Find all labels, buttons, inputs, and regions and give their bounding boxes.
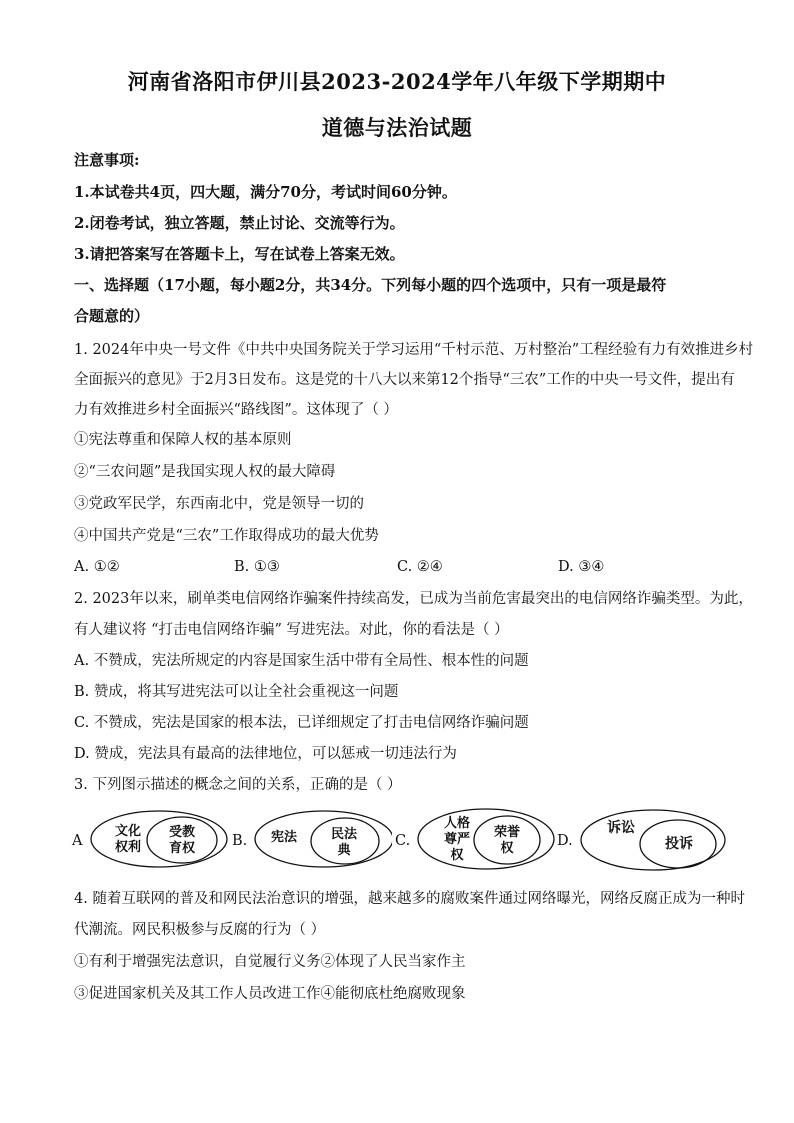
venn-diagram — [557, 808, 737, 874]
figure-label: A — [72, 833, 83, 849]
q1-item: ②“三农问题”是我国实现人权的最大障碍 — [74, 464, 336, 480]
q4-stem: 4. 随着互联网的普及和网民法治意识的增强，越来越多的腐败案件通过网络曝光，网络反腐正成为一种时 — [74, 891, 745, 907]
figure-d — [557, 808, 737, 870]
figure-a — [72, 808, 232, 870]
exam-title: 河南省洛阳市伊川县2023-2024学年八年级下学期期中 — [127, 69, 667, 94]
q2-option-a: A. 不赞成，宪法所规定的内容是国家生活中带有全局性、根本性的问题 — [74, 653, 529, 669]
q3-stem: 3. 下列图示描述的概念之间的关系，正确的是（ ） — [74, 777, 402, 793]
q1-option-a: A. ①② — [74, 559, 120, 575]
q1-option-c: C. ②④ — [397, 559, 443, 575]
q4-stem: 代潮流。网民积极参与反腐的行为（ ） — [74, 922, 326, 938]
outer-concept: 人格 尊严 权 — [443, 816, 470, 863]
q1-option-b: B. ①③ — [234, 559, 280, 575]
q1-item: ③党政军民学，东西南北中，党是领导一切的 — [74, 496, 364, 512]
exam-subtitle: 道德与法治试题 — [321, 115, 473, 140]
notice-heading: 注意事项: — [74, 151, 140, 169]
outer-concept: 诉讼 — [607, 820, 635, 836]
outer-concept: 文化 权利 — [114, 824, 141, 855]
figure-label: B. — [232, 833, 248, 849]
venn-diagram — [232, 808, 392, 870]
q2-option-b: B. 赞成，将其写进宪法可以让全社会重视这一问题 — [74, 684, 399, 700]
figure-label: D. — [557, 833, 573, 849]
q2-stem: 2. 2023年以来，刷单类电信网络诈骗案件持续高发，已成为当前危害最突出的电信网络诈骗类型。为此， — [74, 591, 753, 607]
q4-item: ③促进国家机关及其工作人员改进工作④能彻底杜绝腐败现象 — [74, 986, 466, 1002]
inner-concept: 民法 典 — [330, 827, 357, 858]
figure-b — [232, 808, 392, 870]
inner-concept: 荣誉 权 — [493, 825, 520, 856]
notice-item: 1.本试卷共4页，四大题，满分70分，考试时间60分钟。 — [74, 183, 457, 201]
q1-stem: 力有效推进乡村全面振兴“路线图”。这体现了（ ） — [74, 402, 398, 418]
notice-item: 2.闭卷考试，独立答题，禁止讨论、交流等行为。 — [74, 214, 405, 232]
section-heading-cont: 合题意的） — [74, 307, 150, 325]
q1-item: ①宪法尊重和保障人权的基本原则 — [74, 432, 292, 448]
q1-stem: 1. 2024年中央一号文件《中共中央国务院关于学习运用“千村示范、万村整治”工程经验有力有效推进乡村 — [74, 342, 754, 358]
figure-label: C. — [395, 833, 411, 849]
q2-option-d: D. 赞成，宪法具有最高的法律地位，可以惩戒一切违法行为 — [74, 746, 457, 762]
q1-option-d: D. ③④ — [558, 559, 605, 575]
q1-stem: 全面振兴的意见》于2月3日发布。这是党的十八大以来第12个指导“三农”工作的中央一号文件，提出有 — [74, 372, 735, 388]
outer-concept: 宪法 — [270, 830, 297, 845]
inner-concept: 受教 育权 — [168, 825, 195, 856]
q2-option-c: C. 不赞成，宪法是国家的根本法，已详细规定了打击电信网络诈骗问题 — [74, 715, 529, 731]
q2-stem: 有人建议将 “打击电信网络诈骗” 写进宪法。对此，你的看法是（ ） — [74, 622, 509, 638]
venn-diagram — [72, 808, 232, 870]
inner-concept: 投诉 — [665, 836, 693, 852]
figure-c — [395, 808, 557, 870]
notice-item: 3.请把答案写在答题卡上，写在试卷上答案无效。 — [74, 245, 405, 263]
q1-item: ④中国共产党是“三农”工作取得成功的最大优势 — [74, 528, 379, 544]
section-heading: 一、选择题（17小题，每小题2分，共34分。下列每小题的四个选项中，只有一项是最符 — [74, 276, 667, 294]
q4-item: ①有利于增强宪法意识，自觉履行义务②体现了人民当家作主 — [74, 954, 466, 970]
